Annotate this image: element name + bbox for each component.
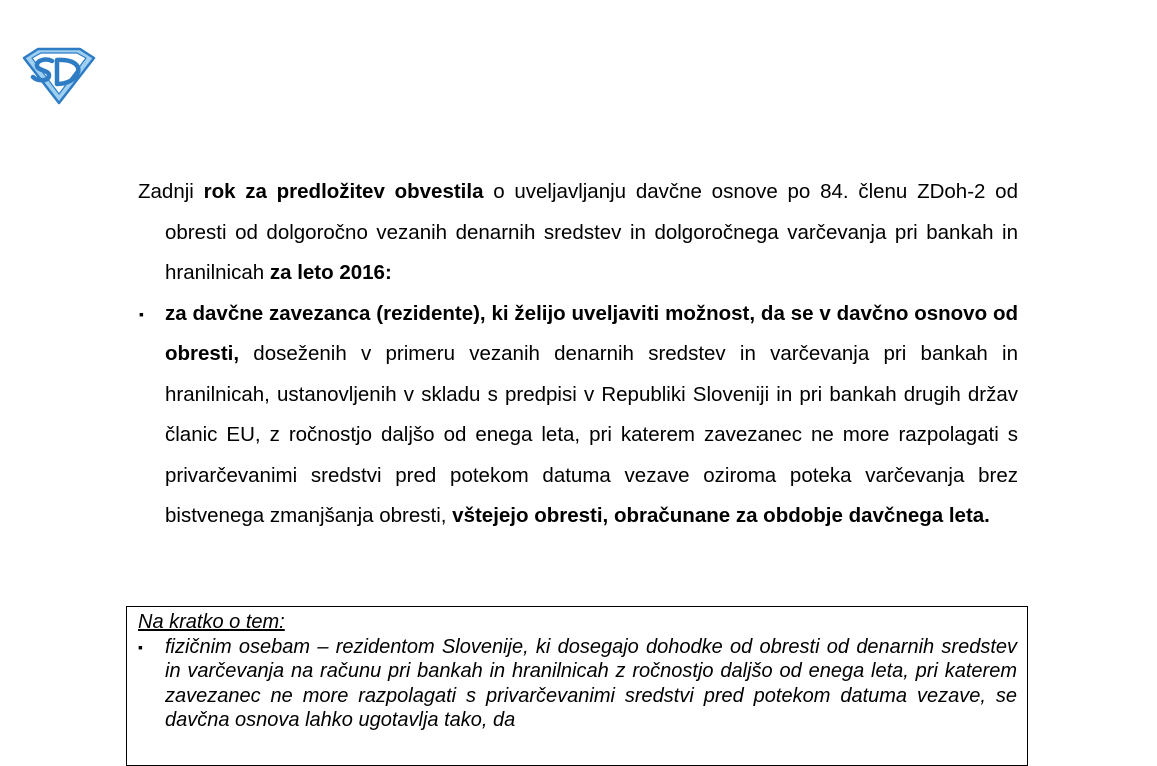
intro-text-1: Zadnji xyxy=(138,180,204,203)
bullet-list xyxy=(138,294,1018,537)
intro-paragraph xyxy=(138,172,1018,294)
summary-box-title: Na kratko o tem: xyxy=(138,611,285,633)
bullet-text: doseženih v primeru vezanih denarnih sredstev in varčevanja pri bankah in hranilnicah, ustanovljenih v skladu s predpisi v Republiki Sloveniji in pri bankah drugih držav članic EU, z ročnostjo daljšo od enega leta, pri katerem zavezanec ne more razpolagati s privarčevanimi sredstvi pred potekom datuma vezave oziroma poteka varčevanja brez bistvenega zmanjšanja obresti, xyxy=(165,342,1018,527)
list-item xyxy=(138,294,1018,537)
bullet-bold-lead: za davčne zavezanca (rezidente), ki želijo uveljaviti možnost, da se v davčno osnovo od obresti, xyxy=(165,301,1018,365)
summary-box-text: fizičnim osebam – rezidentom Slovenije, ki dosegajo dohodke od obresti od denarnih sredstev in varčevanja na računu pri bankah in hranilnicah z ročnostjo daljšo od enega leta, pri katerem zavezanec ne more razpolagati s privarčevanimi sredstvi pred potekom datuma vezave, se davčna osnova lahko ugotavlja tako, da xyxy=(165,635,1017,731)
intro-bold-deadline: rok za predložitev obvestila xyxy=(203,180,484,203)
sd-shield-logo-icon xyxy=(22,46,96,106)
bullet-bold-tail: vštejejo obresti, obračunane za obdobje davčnega leta. xyxy=(452,504,990,527)
bullet-square-icon: ▪ xyxy=(139,305,144,322)
summary-box xyxy=(126,606,1028,766)
intro-bold-year: za leto 2016 xyxy=(269,261,385,284)
document-body xyxy=(138,172,1018,537)
intro-colon: : xyxy=(384,261,392,284)
bullet-square-icon: ▪ xyxy=(138,638,143,655)
list-item xyxy=(138,635,1017,733)
intro-text-2: o uveljavljanju davčne osnove po 84. členu ZDoh-2 od obresti od dolgoročno vezanih denarnih sredstev in dolgoročnega varčevanja pri bankah in hranilnicah xyxy=(165,180,1018,284)
summary-box-list xyxy=(138,635,1017,733)
